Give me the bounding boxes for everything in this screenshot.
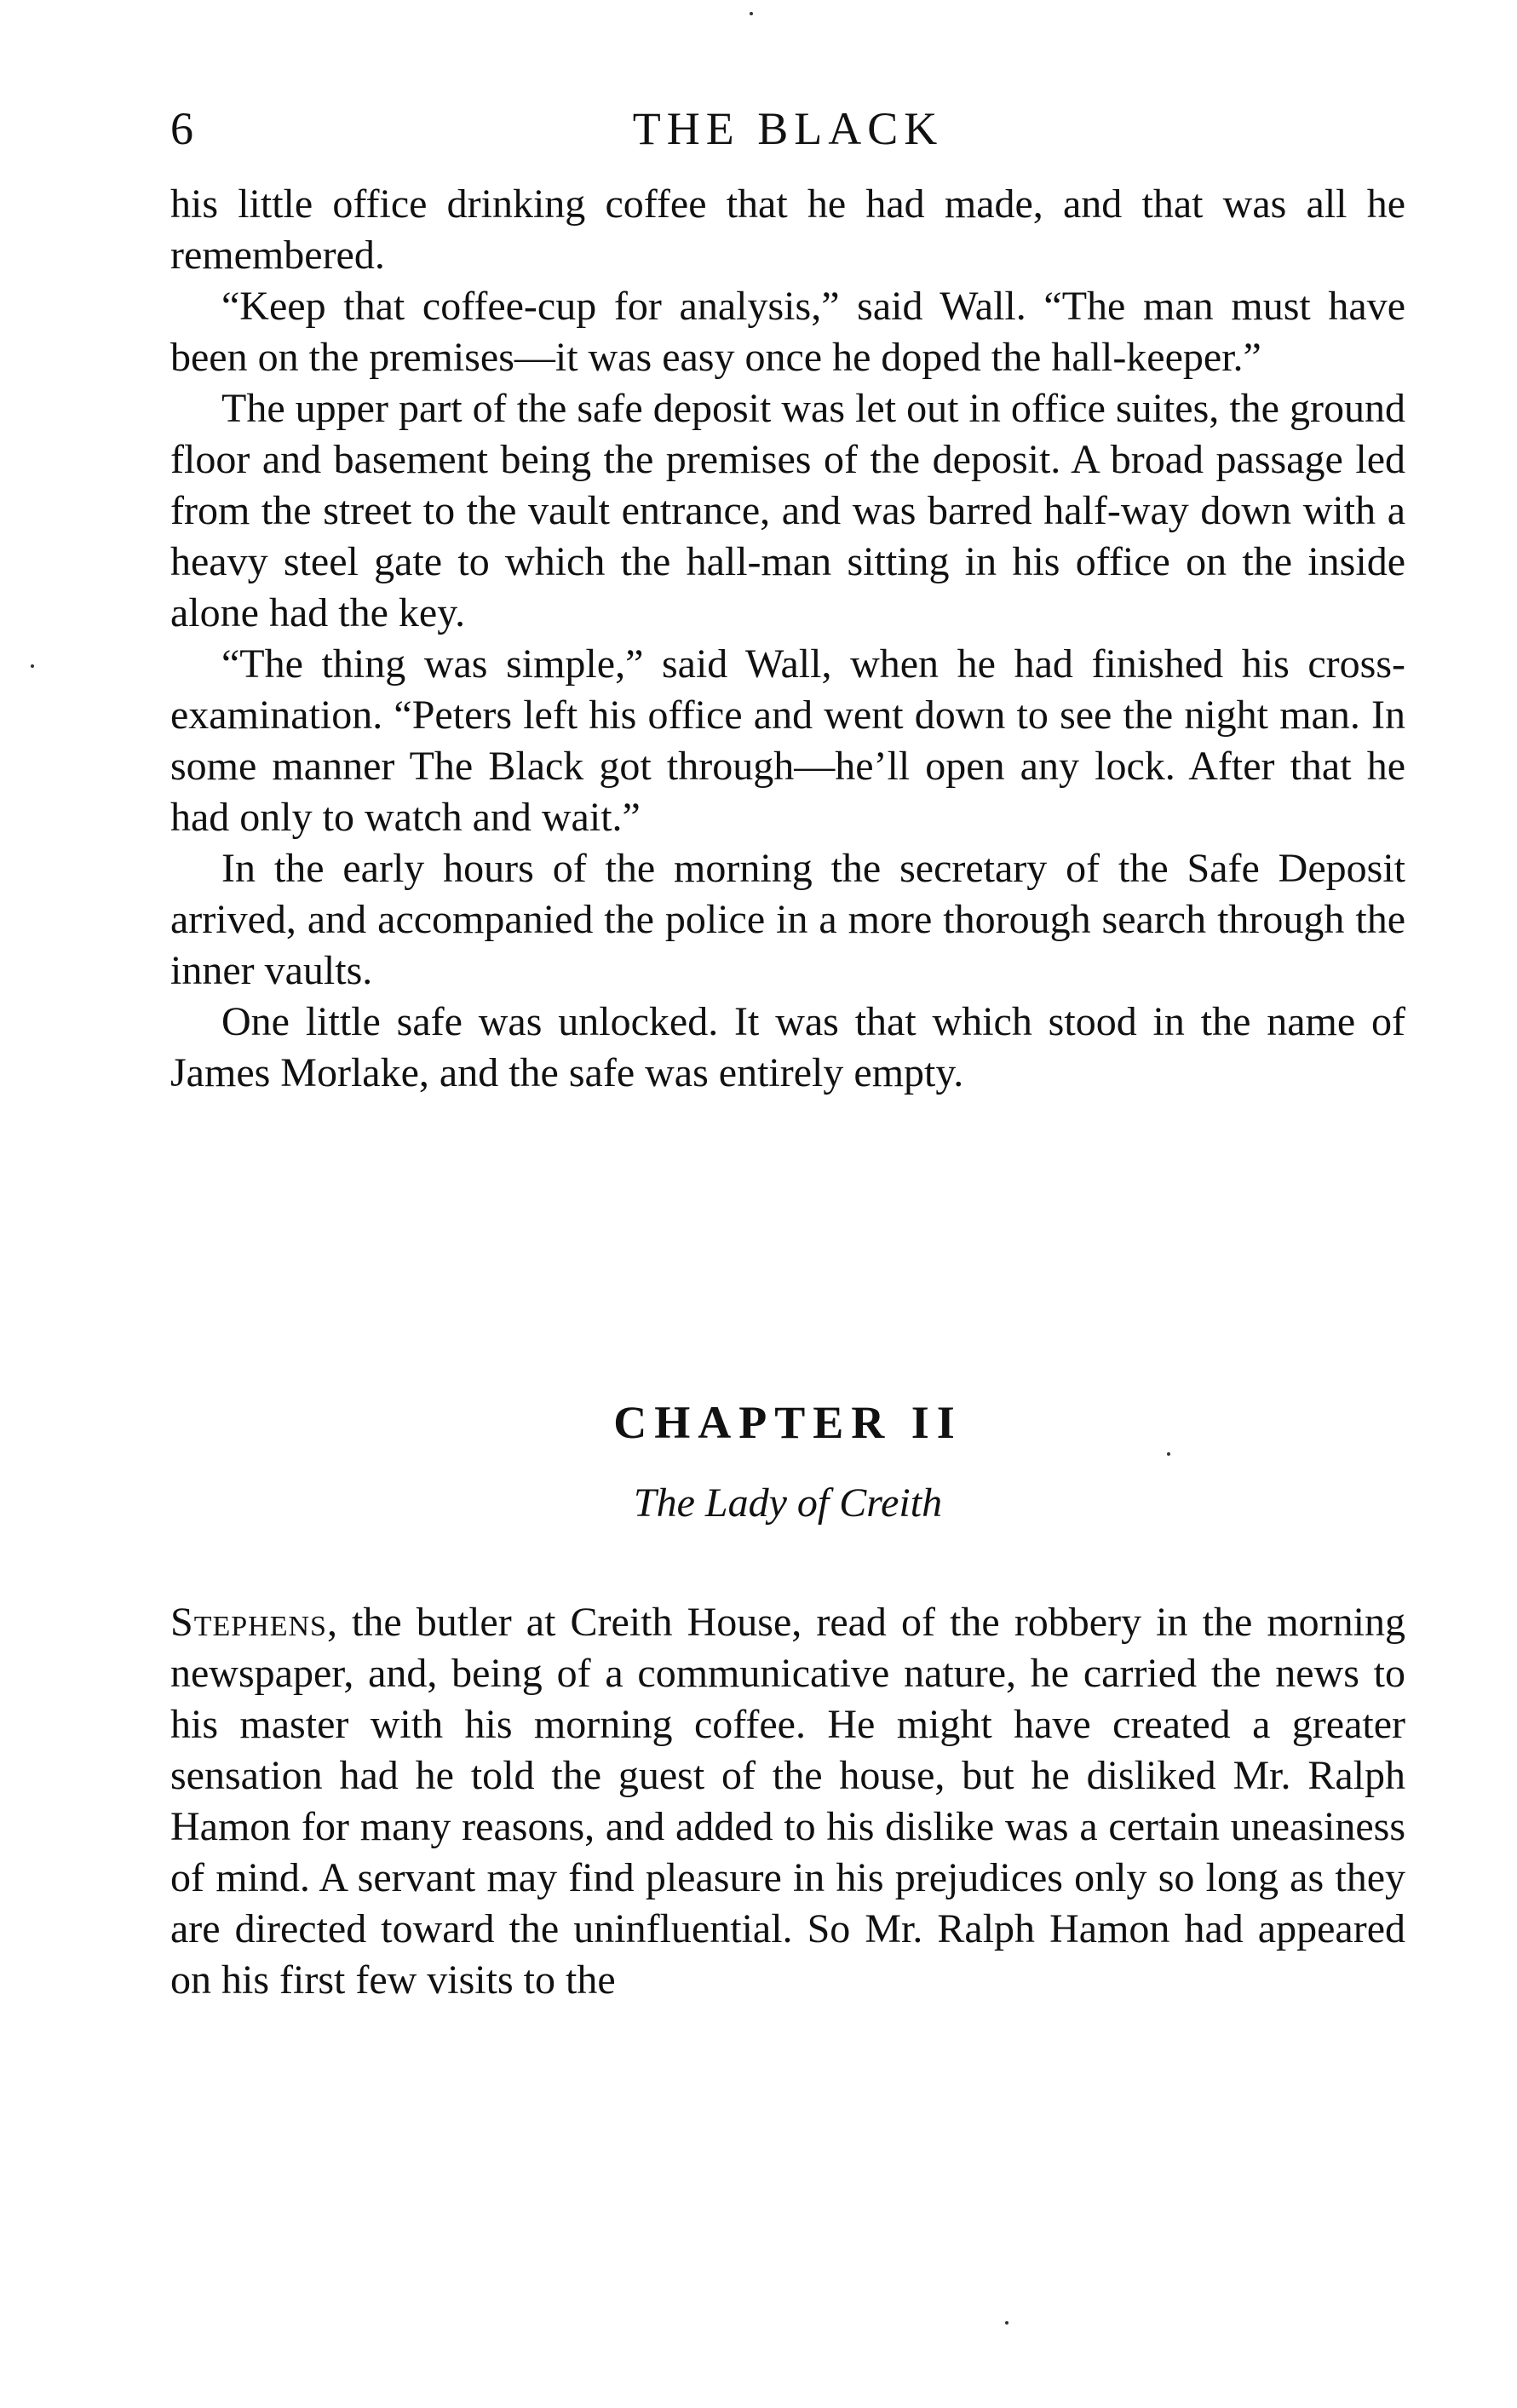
paragraph: One little safe was unlocked. It was that which stood in the name of James Morlake, and the safe was entirely empty. bbox=[170, 999, 1405, 1095]
paragraph: “Keep that coffee-cup for analysis,” said Wall. “The man must have been on the premises—it was easy once he doped the hall-keeper.” bbox=[170, 284, 1405, 380]
paragraph: The upper part of the safe deposit was let out in office suites, the ground floor and basement being the premises of the deposit. A broad passage led from the street to the vault entrance, and was barred half-way down with a heavy steel gate to which the hall-man sitting in his office on the inside alone had the key. bbox=[170, 386, 1405, 635]
section-text bbox=[170, 179, 1405, 1099]
chapter-spacer bbox=[170, 1099, 1405, 1393]
paragraph: “The thing was simple,” said Wall, when he had finished his cross-examination. “Peters left his office and went down to see the night man. In some manner The Black got through—he’ll open any lock. After that he had only to watch and wait.” bbox=[170, 641, 1405, 840]
running-head bbox=[170, 102, 1405, 179]
scan-speck bbox=[1005, 2321, 1008, 2325]
drop-word: Stephens bbox=[170, 1600, 327, 1645]
running-title: THE BLACK bbox=[632, 103, 944, 154]
chapter-text bbox=[170, 1597, 1405, 2006]
paragraph: In the early hours of the morning the secretary of the Safe Deposit arrived, and accompanied the police in a more thorough search through the inner vaults. bbox=[170, 846, 1405, 993]
scan-speck bbox=[750, 12, 753, 15]
scan-speck bbox=[31, 664, 34, 668]
chapter-title: The Lady of Creith bbox=[633, 1480, 943, 1526]
page-number: 6 bbox=[170, 103, 193, 154]
paragraph-rest: , the butler at Creith House, read of the robbery in the morning newspaper, and, being of a communicative nature, he carried the news to his master with his morning coffee. He might have created a greater sensation had he told the guest of the house, but he disliked Mr. Ralph Hamon for many reasons, and added to his dislike was a certain uneasiness of mind. A servant may find pleasure in his prejudices only so long as they are directed toward the uninfluential. So Mr. Ralph Hamon had appeared on his first few visits to the bbox=[170, 1600, 1405, 2003]
scan-speck bbox=[1167, 1452, 1170, 1456]
paragraph bbox=[170, 1597, 1405, 2006]
paragraph: his little office drinking coffee that he had made, and that was all he remembered. bbox=[170, 181, 1405, 278]
book-page bbox=[170, 102, 1405, 2006]
chapter-heading: CHAPTER II bbox=[613, 1397, 962, 1448]
